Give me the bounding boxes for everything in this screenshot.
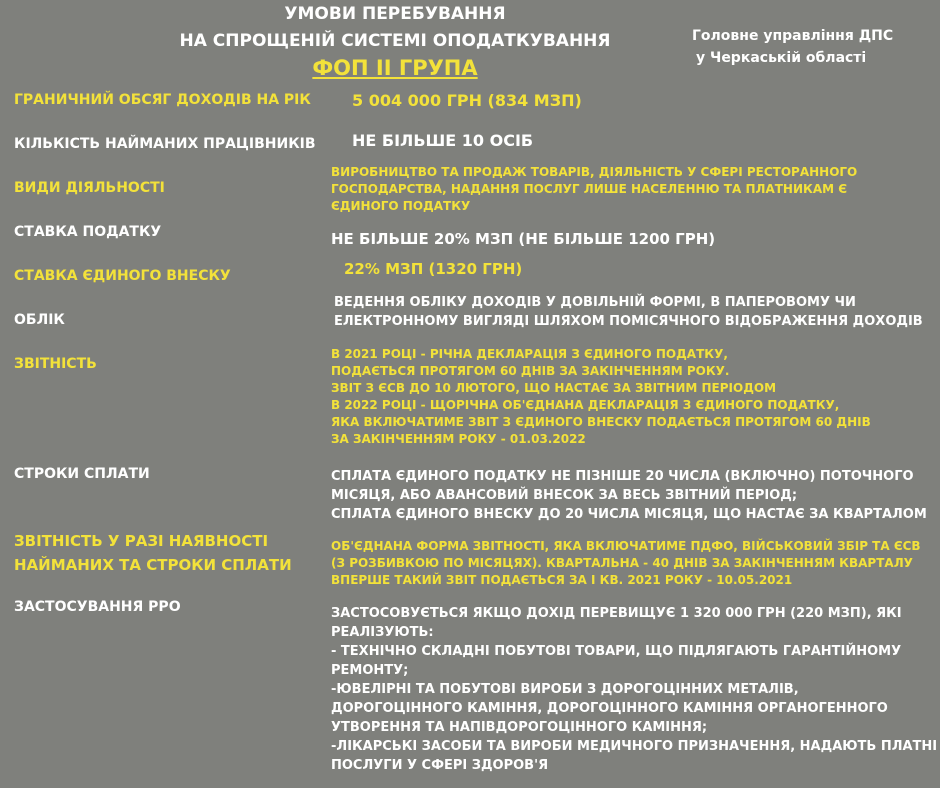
employee-reporting-line: (З РОЗБИВКОЮ ПО МІСЯЦЯХ). КВАРТАЛЬНА - 40 ДНІВ ЗА ЗАКІНЧЕННЯМ КВАРТАЛУ (331, 556, 913, 570)
accounting-value (334, 293, 923, 331)
activities-line: ВИРОБНИЦТВО ТА ПРОДАЖ ТОВАРІВ, ДІЯЛЬНІСТЬ У СФЕРІ РЕСТОРАННОГО (331, 165, 858, 179)
reporting-value (331, 346, 871, 448)
employees-label: КІЛЬКІСТЬ НАЙМАНИХ ПРАЦІВНИКІВ (14, 136, 316, 152)
rro-line: УТВОРЕННЯ ТА НАПІВДОРОГОЦІННОГО КАМІННЯ; (331, 720, 708, 735)
reporting-label: ЗВІТНІСТЬ (14, 356, 97, 372)
tax-rate-label: СТАВКА ПОДАТКУ (14, 224, 162, 240)
reporting-line: ЯКА ВКЛЮЧАТИМЕ ЗВІТ З ЄДИНОГО ВНЕСКУ ПОДАЄТЬСЯ ПРОТЯГОМ 60 ДНІВ (331, 415, 871, 429)
employee-reporting-line: ОБ'ЄДНАНА ФОРМА ЗВІТНОСТІ, ЯКА ВКЛЮЧАТИМЕ ПДФО, ВІЙСЬКОВИЙ ЗБІР ТА ЄСВ (331, 539, 921, 553)
rro-line: РЕМОНТУ; (331, 663, 409, 678)
payment-terms-line: МІСЯЦЯ, АБО АВАНСОВИЙ ВНЕСОК ЗА ВЕСЬ ЗВІТНИЙ ПЕРІОД; (331, 488, 798, 503)
rro-line: РЕАЛІЗУЮТЬ: (331, 625, 434, 640)
rro-line: -ЮВЕЛІРНІ ТА ПОБУТОВІ ВИРОБИ З ДОРОГОЦІННИХ МЕТАЛІВ, (331, 682, 799, 697)
rro-line: -ЛІКАРСЬКІ ЗАСОБИ ТА ВИРОБИ МЕДИЧНОГО ПРИЗНАЧЕННЯ, НАДАЮТЬ ПЛАТНІ (331, 739, 938, 754)
reporting-line: В 2021 РОЦІ - РІЧНА ДЕКЛАРАЦІЯ З ЄДИНОГО ПОДАТКУ, (331, 347, 728, 361)
org-line-2: у Черкаській області (696, 50, 867, 66)
accounting-line: ВЕДЕННЯ ОБЛІКУ ДОХОДІВ У ДОВІЛЬНІЙ ФОРМІ, В ПАПЕРОВОМУ ЧИ (334, 295, 856, 310)
employee-reporting-label (14, 529, 292, 577)
title-line-2: НА СПРОЩЕНІЙ СИСТЕМІ ОПОДАТКУВАННЯ (179, 31, 611, 51)
payment-terms-value (331, 467, 927, 524)
title-group: ФОП ІІ ГРУПА (312, 56, 478, 80)
activities-value (331, 164, 857, 215)
accounting-label: ОБЛІК (14, 312, 65, 328)
employee-reporting-label-line: НАЙМАНИХ ТА СТРОКИ СПЛАТИ (14, 556, 292, 574)
organization-name (692, 25, 893, 69)
rro-line: ЗАСТОСОВУЄТЬСЯ ЯКЩО ДОХІД ПЕРЕВИЩУЄ 1 320 000 ГРН (220 МЗП), ЯКІ (331, 606, 902, 621)
activities-label: ВИДИ ДІЯЛЬНОСТІ (14, 180, 165, 196)
payment-terms-line: СПЛАТА ЄДИНОГО ПОДАТКУ НЕ ПІЗНІШЕ 20 ЧИСЛА (ВКЛЮЧНО) ПОТОЧНОГО (331, 469, 914, 484)
income-limit-label: ГРАНИЧНИЙ ОБСЯГ ДОХОДІВ НА РІК (14, 92, 311, 108)
reporting-line: ЗВІТ З ЄСВ ДО 10 ЛЮТОГО, ЩО НАСТАЄ ЗА ЗВІТНИМ ПЕРІОДОМ (331, 381, 777, 395)
activities-line: ЄДИНОГО ПОДАТКУ (331, 199, 471, 213)
reporting-line: ЗА ЗАКІНЧЕННЯМ РОКУ - 01.03.2022 (331, 432, 586, 446)
rro-line: ПОСЛУГИ У СФЕРІ ЗДОРОВ'Я (331, 758, 549, 773)
rro-label: ЗАСТОСУВАННЯ РРО (14, 599, 181, 615)
rro-value (331, 604, 937, 775)
tax-rate-value: НЕ БІЛЬШЕ 20% МЗП (НЕ БІЛЬШЕ 1200 ГРН) (331, 230, 716, 248)
reporting-line: ПОДАЄТЬСЯ ПРОТЯГОМ 60 ДНІВ ЗА ЗАКІНЧЕННЯМ РОКУ. (331, 364, 730, 378)
rro-line: - ТЕХНІЧНО СКЛАДНІ ПОБУТОВІ ТОВАРИ, ЩО ПІДЛЯГАЮТЬ ГАРАНТІЙНОМУ (331, 644, 902, 659)
income-limit-value: 5 004 000 ГРН (834 МЗП) (352, 91, 582, 110)
reporting-line: В 2022 РОЦІ - ЩОРІЧНА ОБ'ЄДНАНА ДЕКЛАРАЦІЯ З ЄДИНОГО ПОДАТКУ, (331, 398, 840, 412)
employee-reporting-value (331, 538, 921, 589)
rro-line: ДОРОГОЦІННОГО КАМІННЯ, ДОРОГОЦІННОГО КАМІННЯ ОРГАНОГЕННОГО (331, 701, 888, 716)
payment-terms-line: СПЛАТА ЄДИНОГО ВНЕСКУ ДО 20 ЧИСЛА МІСЯЦЯ, ЩО НАСТАЄ ЗА КВАРТАЛОМ (331, 507, 927, 522)
esv-rate-value: 22% МЗП (1320 ГРН) (344, 260, 523, 278)
employees-value: НЕ БІЛЬШЕ 10 ОСІБ (352, 131, 534, 150)
org-line-1: Головне управління ДПС (692, 28, 894, 44)
employee-reporting-label-line: ЗВІТНІСТЬ У РАЗІ НАЯВНОСТІ (14, 532, 269, 550)
title-line-1: УМОВИ ПЕРЕБУВАННЯ (284, 4, 506, 24)
payment-terms-label: СТРОКИ СПЛАТИ (14, 466, 150, 482)
employee-reporting-line: ВПЕРШЕ ТАКИЙ ЗВІТ ПОДАЄТЬСЯ ЗА І КВ. 2021 РОКУ - 10.05.2021 (331, 573, 793, 587)
accounting-line: ЕЛЕКТРОННОМУ ВИГЛЯДІ ШЛЯХОМ ПОМІСЯЧНОГО ВІДОБРАЖЕННЯ ДОХОДІВ (334, 314, 923, 329)
esv-rate-label: СТАВКА ЄДИНОГО ВНЕСКУ (14, 268, 231, 284)
activities-line: ГОСПОДАРСТВА, НАДАННЯ ПОСЛУГ ЛИШЕ НАСЕЛЕННЮ ТА ПЛАТНИКАМ Є (331, 182, 848, 196)
